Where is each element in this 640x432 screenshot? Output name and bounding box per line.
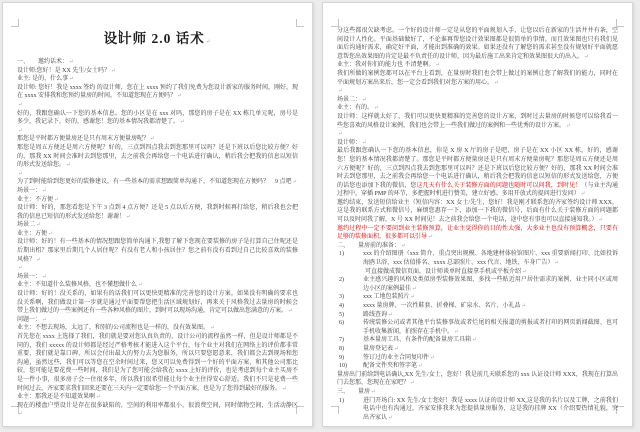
text-run: 进门开场白: XX 先生/女士您好！我是 xxxx 认证的设计师 XX,这是我的名片以及工牌，之前我们电话中也有沟通过，齐家安排我来为您提供量房服务，这是我的挂牌 XX（介绍要热情礼貌，突出齐家认: [363, 397, 618, 421]
text-run: （与业主沟通过程中，穿插 PMP 的环节，多把握时机进行赞美，建立好感。多用开放式的提问进行发问）: [337, 182, 618, 198]
list-item-text: [363, 345, 618, 354]
text-run: 传统装修公司或者其他平台装修事故或者烂尾的相关报道的剪报或者打印的网页新闻截图、也可手机收集新闻，拍照存在手机中。: [363, 320, 618, 335]
text-run: 设计师：好的！有一些基本的情况想跟您简单沟通下,我想了解下您现在要装修的房子是打算自己住呢还是后期出租？那家里后期几个人居住呢？有没有老人和小孩居住？您之前有没有看到过自己比较喜欢的装修风格？: [17, 239, 298, 263]
paragraph: [337, 27, 618, 61]
paragraph: [17, 290, 298, 316]
paragraph-mark: ↵: [435, 62, 441, 69]
list-item: [337, 354, 618, 363]
page-2-text-area[interactable]: [337, 27, 618, 421]
paragraph-mark: ↵: [111, 67, 116, 74]
list-item: [337, 319, 618, 336]
list-item-text: [363, 302, 618, 311]
text-run: 业主：不想去现场，太远了，和别的公司流程也是一样的，没有效果图。: [17, 325, 210, 332]
text-run: 业主：不方便: [17, 196, 54, 203]
paragraph: [17, 178, 298, 187]
highlighted-red-text: 邀约过程中一定不要问到业主装修预算，让业主觉得你的目的性太强，大多业主也没有预算概念，只要有足够的装修面积，很多都可以引导: [337, 225, 618, 241]
list-item: [337, 302, 618, 311]
list-item-text: [363, 311, 618, 320]
paragraph-mark: ↵: [401, 242, 406, 249]
list-item: [337, 250, 618, 267]
paragraph-mark: ↵: [388, 414, 393, 421]
paragraph-mark: ↵: [282, 385, 287, 392]
text-run: 三、 量房: [337, 388, 371, 395]
list-item-number: 8): [339, 345, 344, 352]
text-run: 设计师: 您好！我是 xxxx 签约 的设计师，您在上 xxxx 预约了我们免费为您设计新家的服务时间，刚好，现在 xxxx 安排我和您预约量房的时间，不知道您现在方便吗？: [17, 84, 298, 100]
text-run: 业主：我对你们的能力也 不清楚啊。: [337, 62, 435, 69]
paragraph-mark: ↵: [126, 213, 131, 220]
paragraph-mark: ↵: [580, 191, 586, 198]
text-run: 业主感兴趣的风格及类似房型装修效果图、多找一些贴近用户居住需求的案例、业主同小区或周边小区的案例最佳: [363, 277, 618, 292]
paragraph-mark: ↵: [394, 345, 399, 352]
paragraph-mark: ↵: [18, 127, 23, 134]
paragraph-mark: ↵: [412, 285, 417, 292]
paragraph: [337, 147, 618, 199]
text-run: 量房登记表: [363, 345, 394, 352]
list-item: [337, 345, 618, 354]
text-run: 场景二：: [337, 96, 362, 103]
empty-paragraph: [17, 127, 298, 136]
list-item-number: 5): [339, 311, 344, 318]
text-run: xxxx 量房牌、一次性鞋套、折叠梯、矿泉水、名片、小礼品: [363, 303, 521, 309]
text-run: 设计师:您好！是 XX 先生/女士吗？: [17, 67, 111, 74]
paragraph-mark: ↵: [36, 256, 41, 263]
list-item-text: [363, 354, 618, 363]
text-run: 为了到时能给到您更好的装修建议，有一些基本的需求想跟简单沟通下，不知道您现在方便吗？ 9 点吧: [17, 179, 292, 186]
paragraph: [17, 238, 298, 264]
paragraph-mark: ↵: [54, 196, 59, 203]
list-item-number: 1): [339, 397, 344, 404]
paragraph: [17, 393, 298, 402]
paragraph-mark: ↵: [210, 325, 215, 332]
text-run: 好的，我跟您确认一下您的基本信息。您的小区是在 xxx 对吗，那您的房子是在 XX 栋几单元呢，房号是多少，我记录下，好的，感谢您！您的基本情况我都清楚了。: [17, 110, 298, 126]
paragraph-mark: ↵: [371, 388, 376, 395]
paragraph-mark: ↵: [69, 76, 74, 83]
text-run: 签订过的业主合同复印件: [363, 354, 430, 361]
text-run: 业主：有的。: [337, 105, 374, 112]
paragraph-mark: ↵: [362, 139, 367, 146]
text-run: 量房出门前给到电话确认,XX 先生/女士，您好！我是前几天联系您的 xxx 认证设计师 XXX，我现在打算出门去您那，您现在在家吧？: [337, 371, 618, 387]
empty-paragraph: [337, 87, 618, 96]
paragraph: [17, 204, 298, 221]
margin-corner-mark: [296, 19, 304, 27]
paragraph-mark: ↵: [18, 170, 23, 177]
paragraph-mark: ↵: [522, 268, 527, 275]
text-run: 最后我跟您确认一下您的基本信息，你是 X 房 X 厅的房子是吧，房子是在 XX 小区 XX 栋，好的，感谢您！您的基本情况我都清楚了。那您是平时都方便量房还是只有周末方便量房呢？那您是周五方便还是周六方便呢？好的，三点到四点我去到您那里可以吗？还是下班以后您比较方便？好的，那我 XX 时间会准时去到您那里，去之前我会再给您一个电话进行确认，稍后我会把我的信息以短信的形式发送给您，方便的话您也添加下我的微信，您: [337, 148, 618, 189]
paragraph: [337, 113, 618, 130]
paragraph: [17, 187, 298, 196]
list-item-text: [363, 362, 618, 371]
text-run: 分这些都很欠缺考虑。一个好的设计师一定是从您的平面规划入手，让您以后在新家的生活井井有条，空间设计人性化。平面基础做好了，不论谁再帮您设计效果图都是很简单的事情。而且效果图也只有我们见面后沟通好需求，确定好平面，才能出到准确的效果。如果还没有了解您的需求甚至没有规划好平面就愿意帮您出效果图的肯定是最不负责任的设计师，因为最后施工出来肯定和效果图很大的出入。: [337, 28, 618, 60]
text-run: 可直接做成微信页面，设计师谈单时直接拿手机或平板介绍: [365, 268, 522, 275]
paragraph-mark: ↵: [18, 265, 23, 272]
document-title-text: 设计师 2.0 话术: [103, 31, 205, 46]
list-item-text: [363, 276, 618, 293]
paragraph-mark: ↵: [521, 303, 527, 309]
paragraph-mark: ↵: [138, 282, 143, 289]
paragraph-mark: ↵: [177, 93, 182, 100]
list-item: [337, 362, 618, 371]
paragraph: [17, 75, 298, 84]
paragraph-mark: ↵: [430, 354, 435, 361]
paragraph: [337, 268, 618, 277]
paragraph-mark: ↵: [410, 380, 415, 387]
text-run: 问题一：: [17, 316, 42, 323]
empty-paragraph: [17, 264, 298, 273]
text-run: 场景一：: [17, 187, 42, 194]
paragraph-mark: ↵: [584, 53, 589, 60]
empty-paragraph: [17, 101, 298, 110]
paragraph-mark: ↵: [292, 179, 298, 186]
empty-paragraph: [17, 170, 298, 179]
page-1-body: [17, 58, 298, 419]
paragraph-mark: ↵: [388, 311, 393, 318]
paragraph-mark: ↵: [472, 337, 477, 344]
text-run: 设计师：这样就太好了，我们可以更快更精准的完善您的设计方案，到时过去量房的时候您可以给我看一些您喜欢的风格设计案例，我们也会带上一些我们做过的案例和一些优秀的设计方案。: [337, 113, 618, 129]
text-run: 邀约结束，发送短信给业主（短信内容：XX 女士/先生，您好！我是刚才联系您的齐家签约设计师 XXX，这是我的联系方式和微信号，麻烦您惠存一下，添加一下我的微信号，后面有什么关于装修方面的问题都可以及时问我了解，X 号 XX 时间见！去之前我会给您一个电话，途中您有事也可以直接通知我。）: [337, 199, 618, 224]
text-run: 路线查询: [363, 311, 388, 318]
paragraph-mark: ↵: [288, 308, 293, 315]
empty-paragraph: [337, 130, 618, 139]
text-run: 设计师：好的，那您看您是下午 3 点到 4 点方便？还是 5 点以后方便，我到时候再打给您，稍后我也会把我的信息已短信的形式发送给您！谢谢！: [17, 205, 298, 220]
list-item-text: [363, 397, 618, 423]
paragraph: [17, 221, 298, 230]
text-run: xxx 的介绍图册（xxx 简介、重点突出规模、各地建材体验馆图片、xxx 重要新闻打印、比如投诉海鸥卫浴、xxx 估值排名、xxxx 总部照片、xxx 代言、地铁、车身广告）: [363, 251, 618, 267]
text-run: 一、 邀约话术：: [17, 59, 69, 65]
paragraph: [17, 84, 298, 101]
list-item-number: 10): [339, 363, 347, 370]
paragraph: [337, 96, 618, 105]
paragraph-mark: ↵: [18, 101, 23, 108]
text-run: 场景一：: [17, 273, 42, 280]
paragraph-mark: ↵: [42, 316, 47, 323]
list-item-number: 6): [339, 320, 344, 327]
text-run: 二、 量房前的准备：: [337, 242, 401, 249]
paragraph: [337, 70, 618, 87]
text-run: 那您是平时都方便量房还是只有周末方便量房呢？: [17, 136, 150, 143]
paragraph: [17, 324, 298, 333]
text-run: 我们所做的案例您都可以在平台上看到，在量房时我们也会带上做过的案例让您了解我们的能力，同时在平面规划方案出来后，您一定会看到我们对您方案的用心。: [337, 70, 618, 86]
paragraph-mark: ↵: [362, 96, 367, 103]
list-item-text: [363, 336, 618, 345]
paragraph-mark: ↵: [338, 131, 343, 138]
text-run: 业主：不知道什么装修风格，也不懂想做什么: [17, 282, 138, 289]
text-run: 业主：那我还是不知道效果啊: [17, 394, 96, 401]
paragraph: [17, 110, 298, 127]
paragraph: [17, 273, 298, 282]
paragraph-mark: ↵: [18, 411, 23, 418]
paragraph-mark: ↵: [96, 394, 101, 401]
list-item-number: 1): [339, 251, 344, 258]
paragraph: [17, 144, 298, 170]
text-run: 设计师：: [337, 139, 362, 146]
paragraph-mark: ↵: [410, 294, 416, 301]
document-title: [17, 29, 298, 52]
text-run: 基本量房工具、有条件的配备量房工具箱: [363, 337, 472, 344]
paragraph: [337, 371, 618, 388]
list-item: [337, 276, 618, 293]
paragraph: [337, 388, 618, 397]
paragraph: [337, 104, 618, 113]
highlighted-red-text: 这几天有什么关于装修方面的问题也随时可以问我，到时见！: [416, 182, 582, 189]
paragraph: [17, 230, 298, 239]
paragraph-mark: ↵: [48, 230, 53, 237]
paragraph-mark: ↵: [42, 187, 47, 194]
list-item-number: 3): [339, 294, 344, 301]
page-1: [2, 2, 313, 427]
paragraph-mark: ↵: [69, 59, 74, 65]
list-item-number: 7): [339, 337, 344, 344]
paragraph: [17, 135, 298, 144]
list-item-text: [363, 293, 618, 302]
list-item-text: [363, 250, 618, 267]
page-1-text-area[interactable]: [17, 27, 298, 416]
paragraph-mark: ↵: [374, 105, 379, 112]
list-item-text: [363, 319, 618, 336]
paragraph: [337, 199, 618, 225]
paragraph: [337, 242, 618, 251]
paragraph-mark: ↵: [205, 39, 212, 45]
list-item: [337, 311, 618, 320]
paragraph-mark: ↵: [150, 136, 155, 143]
paragraph: [17, 58, 298, 67]
list-item: [337, 336, 618, 345]
text-run: 首先您在 xxxx 上选择了我们，我们就是要对您认真负责的，设计公司的流程虽然一样，但是设计师都是不同的，我们 xxxxx 的设计师都是经过严格考核才能进入这个平台，每个业主对我们在网络上的评价都非常重要，我们就是靠口碑，所以会付出最大的努力去为您服务，所以只要您愿意来，我们都会去到现场和您沟通，虽然远些，我们可以等您在空余时间过来，您又可以免费得到一个好的平面方案，和其他公司那比较，您可能是要花费一些时间，我们是为了您可能会给我在 xxxx 上好的评价，也是考虑到每个业主买房不是一件小事，很多房子会一住很多年，所以我们很希望能让每个业主住得安心舒适，我们不只是花费一些时间过去，齐家要求我们回来还要在三天内一定要给您一个平面方案，也是为了您得到最好的服务。: [17, 334, 298, 392]
paragraph: [17, 402, 298, 419]
text-run: 业主: 是的，什么事: [17, 76, 69, 83]
paragraph-mark: ↵: [454, 328, 459, 335]
margin-corner-mark: [331, 19, 339, 27]
paragraph-mark: ↵: [418, 363, 423, 370]
paragraph: [17, 196, 298, 205]
page-2-body: [337, 27, 618, 422]
paragraph: [17, 333, 298, 393]
text-run: 现在的楼盘户型设计是存在很多缺陷的，空间的利用率都很小，很浪费空间，同时储物空间，生活动静区: [17, 402, 298, 409]
margin-corner-mark: [616, 19, 624, 27]
margin-corner-mark: [11, 19, 19, 27]
paragraph: [337, 225, 618, 242]
paragraph-mark: ↵: [338, 88, 343, 95]
paragraph-mark: ↵: [42, 273, 47, 280]
text-run: 配备文件夹和签字笔: [363, 363, 418, 370]
paragraph-mark: ↵: [598, 217, 604, 224]
text-run: 业主：方便: [17, 230, 48, 237]
paragraph: [337, 61, 618, 70]
paragraph: [337, 139, 618, 148]
paragraph: [17, 67, 298, 76]
list-item-number: 9): [339, 354, 344, 361]
paragraph: [17, 281, 298, 290]
list-item-number: 2): [339, 277, 344, 284]
paragraph-mark: ↵: [428, 234, 433, 241]
list-item: [337, 293, 618, 302]
paragraph: [17, 316, 298, 325]
page-2: [322, 2, 633, 427]
paragraph-mark: ↵: [494, 79, 499, 86]
text-run: 场景二: [17, 222, 36, 229]
text-run: 设计师：好的！没关系的，如果有的话我们可以更快更精准的完善您的设计方案。如果没有明确的要求也没关系啊，我们做设计第一步就是通过平面要帮您把生活区域规划好，再来关于风格我过去量房的时候会带上我们做过的一些案例还有一些各种风格的图片，到时可以现场沟通，肯定可以做出您满意的方案。: [17, 291, 298, 315]
paragraph-mark: ↵: [180, 119, 185, 126]
paragraph-mark: ↵: [554, 260, 560, 267]
list-item-number: 4): [339, 303, 344, 309]
paragraph-mark: ↵: [66, 162, 71, 169]
text-run: 那您是周五方便还是周六方便呢？好的，三点到四点我去到您那里可以吗？还是下班以后您比较方便？好的，那我 XX 时间会准时去到您那里，去之前我会再给您一个电话进行确认，稍后我会把我的信息以短信的形式发送给您。: [17, 144, 298, 169]
paragraph-mark: ↵: [36, 222, 41, 229]
text-run: xxx 工地包装照片: [363, 294, 410, 301]
list-item: [337, 397, 618, 423]
paragraph-mark: ↵: [566, 122, 571, 129]
